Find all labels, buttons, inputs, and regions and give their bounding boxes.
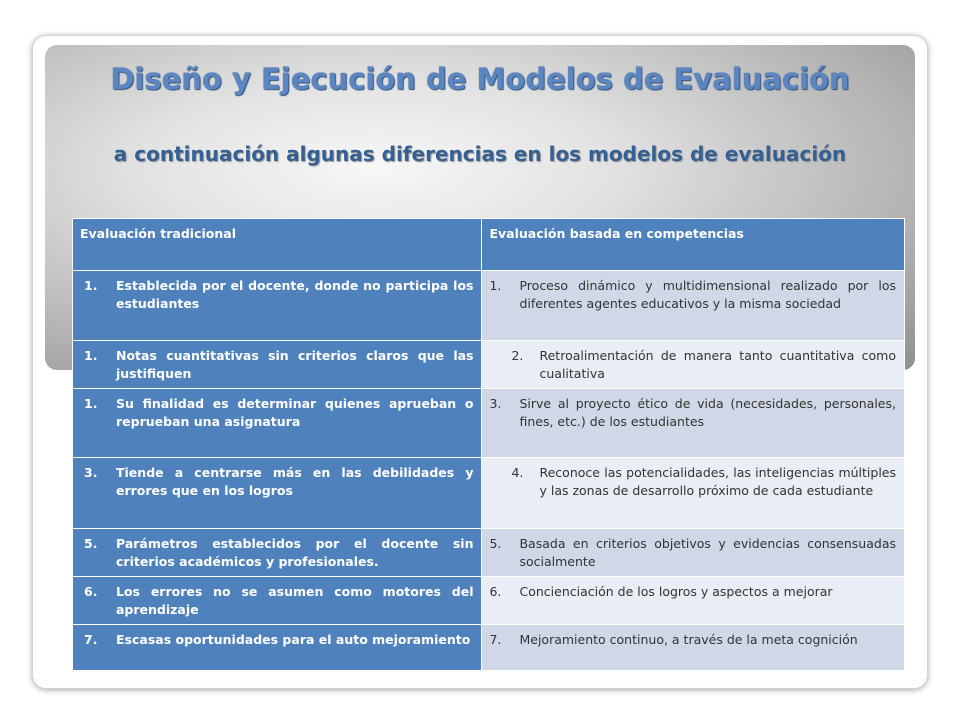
item-text: Establecida por el docente, donde no participa los estudiantes [116, 278, 474, 311]
item-text: Reconoce las potencialidades, las inteligencias múltiples y las zonas de desarrollo próximo de cada estudiante [539, 465, 896, 498]
comparison-table [72, 218, 905, 671]
traditional-cell [73, 458, 482, 529]
item-text: Proceso dinámico y multidimensional realizado por los diferentes agentes educativos y la misma sociedad [519, 278, 896, 311]
slide-title: Diseño y Ejecución de Modelos de Evaluación [110, 62, 850, 96]
item-number: 2. [511, 348, 524, 363]
table-row [73, 271, 905, 341]
item-number: 1. [84, 278, 98, 293]
header-traditional: Evaluación tradicional [73, 219, 482, 271]
item-number: 5. [84, 536, 98, 551]
item-text: Mejoramiento continuo, a través de la meta cognición [519, 632, 858, 647]
item-number: 5. [489, 536, 502, 551]
item-number: 1. [489, 278, 502, 293]
item-number: 1. [84, 396, 98, 411]
table-row [73, 458, 905, 529]
item-number: 4. [511, 465, 524, 480]
table-row [73, 389, 905, 458]
header-competencies: Evaluación basada en competencias [482, 219, 905, 271]
traditional-cell [73, 529, 482, 577]
table-row [73, 577, 905, 625]
item-number: 7. [489, 632, 502, 647]
competencies-cell [482, 389, 905, 458]
traditional-cell [73, 271, 482, 341]
item-number: 6. [489, 584, 502, 599]
item-text: Escasas oportunidades para el auto mejoramiento [116, 632, 471, 647]
competencies-cell [482, 341, 905, 389]
item-number: 1. [84, 348, 98, 363]
table-row [73, 625, 905, 671]
table-row [73, 529, 905, 577]
competencies-cell [482, 529, 905, 577]
item-number: 3. [489, 396, 502, 411]
competencies-cell [482, 577, 905, 625]
slide-subtitle: a continuación algunas diferencias en los modelos de evaluación [113, 142, 847, 166]
traditional-cell [73, 625, 482, 671]
item-text: Notas cuantitativas sin criterios claros que las justifiquen [116, 348, 474, 381]
item-text: Los errores no se asumen como motores del aprendizaje [116, 584, 474, 617]
item-text: Concienciación de los logros y aspectos a mejorar [519, 584, 833, 599]
competencies-cell [482, 271, 905, 341]
table-header-row [73, 219, 905, 271]
traditional-cell [73, 389, 482, 458]
item-number: 6. [84, 584, 98, 599]
item-text: Parámetros establecidos por el docente sin criterios académicos y profesionales. [116, 536, 474, 569]
traditional-cell [73, 577, 482, 625]
competencies-cell [482, 458, 905, 529]
item-number: 7. [84, 632, 98, 647]
item-text: Sirve al proyecto ético de vida (necesidades, personales, fines, etc.) de los estudiantes [519, 396, 896, 429]
item-text: Tiende a centrarse más en las debilidades y errores que en los logros [116, 465, 474, 498]
item-text: Retroalimentación de manera tanto cuantitativa como cualitativa [539, 348, 896, 381]
table-row [73, 341, 905, 389]
item-text: Basada en criterios objetivos y evidencias consensuadas socialmente [519, 536, 896, 569]
traditional-cell [73, 341, 482, 389]
competencies-cell [482, 625, 905, 671]
item-number: 3. [84, 465, 98, 480]
item-text: Su finalidad es determinar quienes aprueban o reprueban una asignatura [116, 396, 474, 429]
